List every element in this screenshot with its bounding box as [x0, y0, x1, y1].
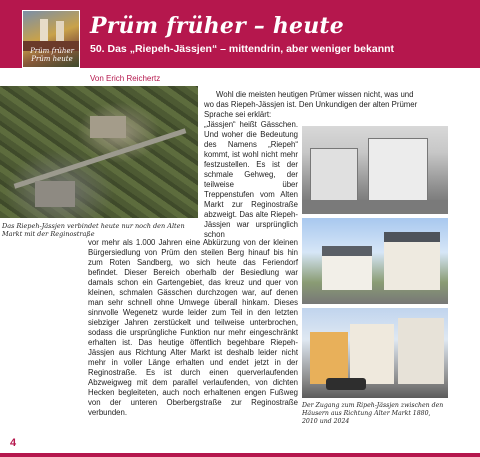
page-subtitle: 50. Das „Riepeh-Jässjen“ – mittendrin, aber weniger bekannt — [90, 43, 395, 55]
photo-1880 — [302, 126, 448, 214]
photo-road — [302, 200, 448, 214]
photo-2024 — [302, 308, 448, 398]
article-paragraph: „Jässjen“ heißt Gässchen. Und woher die Bedeutung des Namens „Riepeh“ kommt, ist wohl nicht mehr festzustellen. Es ist der schmale Gehweg, der teilweise über Treppenstufen vom Alten Markt zur Reginostraße abzweigt. Das alte Riepeh-Jässjen war ursprünglich schon — [204, 120, 298, 239]
photo-house — [368, 138, 428, 204]
bottom-bar — [0, 453, 480, 457]
aerial-building — [35, 181, 75, 207]
header-band — [0, 0, 480, 68]
photo-house — [322, 246, 372, 290]
article-paragraph: vor mehr als 1.000 Jahren eine Abkürzung von der kleinen Bürgersiedlung von Prüm den steilen Berg hinauf bis hin zum Roten Sandberg, wo sich heute das Feriendorf befindet. Dieser Bereich oberhalb der Besiedlung war damals schon ein Gartengebiet, das kreuz und quer von kleinen, schmalen Gässchen durchzogen war, auf denen man sehr schnell ohne Umwege überall hinkam. Dieses sinnvolle Wegenetz wurde leider zum Teil in den letzten siebziger Jahren zerstückelt und teilweise unterbrochen, sodass die ursprüngliche Funktion nur mehr eingeschränkt erhalten ist. Das heutige öffentlich begehbare Riepeh-Jässjen aus Richtung Alter Markt ist deshalb leider nicht mehr in voller Länge erhalten und endet jetzt in der Reginostraße. Es ist durch einen querverlaufenden Abzweigweg mit dem parallel verlaufenden, von dichten Hecken begleiteten, auch noch erhaltenen engen Fußweg von der unteren Oberbergstraße zur Reginostraße verbunden. — [88, 238, 298, 417]
article-intro — [204, 90, 448, 120]
article-intro-line: Wohl die meisten heutigen Prümer wissen nicht, was und — [216, 90, 414, 99]
thumbnail-tower — [56, 21, 64, 43]
aerial-building — [90, 116, 126, 138]
aerial-photo — [0, 86, 198, 218]
photo-house — [384, 232, 440, 290]
article-intro-line: wo das Riepeh-Jässjen ist. Den Unkundigen der alten Prümer — [204, 100, 418, 109]
photo-house — [350, 324, 394, 384]
photo-2010 — [302, 218, 448, 304]
article-column-wide — [88, 238, 298, 418]
thumbnail-image — [22, 10, 80, 68]
photo-caption-right: Der Zugang zum Ripeh-Jässjen zwischen den Häusern aus Richtung Alter Markt 1880, 2010 und 2024 — [302, 402, 444, 425]
photo-caption-left: Das Riepeh-Jässjen verbindet heute nur noch den Alten Markt mit der Reginostraße — [2, 222, 185, 238]
photo-house — [310, 148, 358, 204]
thumbnail-tower — [40, 19, 48, 43]
photo-car — [326, 378, 366, 390]
article-intro-line: Sprache sei erklärt: — [204, 110, 272, 119]
thumbnail-text: Prüm früher Prüm heute — [30, 47, 74, 63]
page-title: Prüm früher – heute — [90, 13, 344, 39]
author-line: Von Erich Reichertz — [90, 74, 161, 83]
photo-house — [310, 332, 348, 384]
page-number: 4 — [10, 437, 17, 449]
photo-house — [398, 318, 444, 384]
article-column-narrow — [204, 120, 298, 240]
